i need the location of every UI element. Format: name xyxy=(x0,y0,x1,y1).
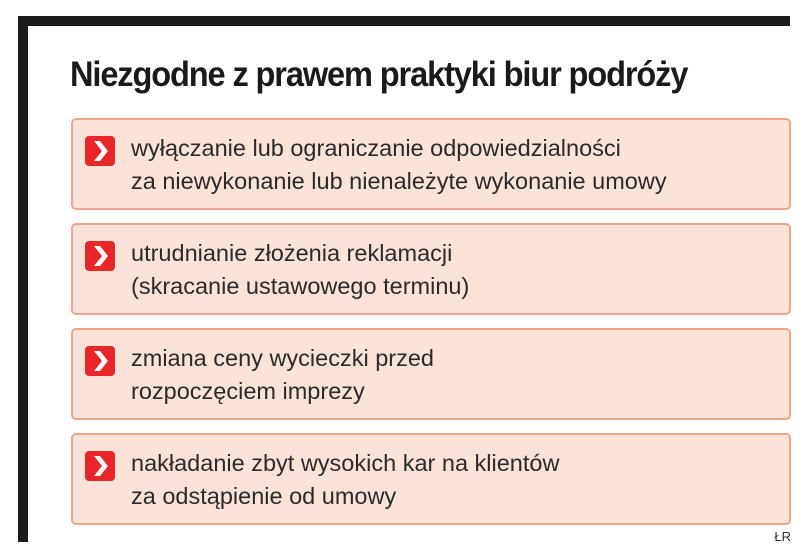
frame-left-bar xyxy=(18,16,28,542)
chevron-right-icon xyxy=(85,346,115,376)
list-item-line: (skracanie ustawowego terminu) xyxy=(131,273,470,299)
list-item-line: rozpoczęciem imprezy xyxy=(131,378,365,404)
list-item-line: zmiana ceny wycieczki przed xyxy=(131,345,434,371)
list-item-text xyxy=(131,447,775,513)
frame-top-bar xyxy=(18,16,790,26)
list-item xyxy=(71,223,791,315)
chevron-right-icon xyxy=(85,451,115,481)
chevron-right-icon xyxy=(85,136,115,166)
list-item-line: za niewykonanie lub nienależyte wykonanie umowy xyxy=(131,168,667,194)
list-item-text xyxy=(131,132,775,198)
list-item-text xyxy=(131,237,775,303)
infographic-title: Niezgodne z prawem praktyki biur podróży xyxy=(70,55,688,94)
list-item-line: nakładanie zbyt wysokich kar na klientów xyxy=(131,450,560,476)
list-item xyxy=(71,328,791,420)
chevron-right-icon xyxy=(85,241,115,271)
practices-list xyxy=(71,118,791,525)
list-item-text xyxy=(131,342,775,408)
author-credit: ŁR xyxy=(774,529,791,544)
list-item-line: utrudnianie złożenia reklamacji xyxy=(131,240,453,266)
list-item-line: za odstąpienie od umowy xyxy=(131,483,397,509)
list-item-line: wyłączanie lub ograniczanie odpowiedzialności xyxy=(131,135,621,161)
list-item xyxy=(71,433,791,525)
list-item xyxy=(71,118,791,210)
